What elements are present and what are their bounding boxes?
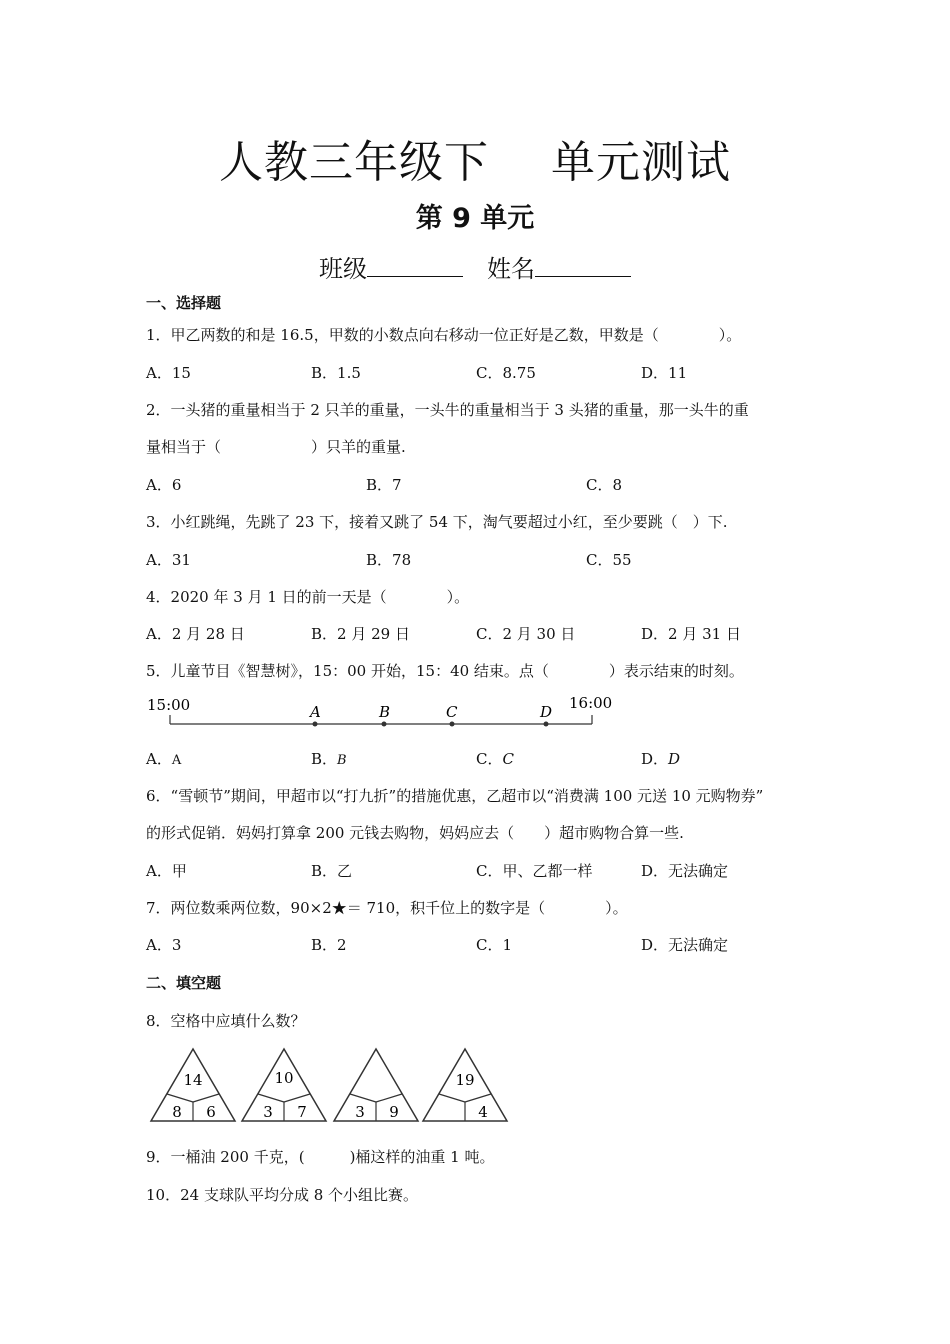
q5-option-b: B．B: [311, 750, 347, 768]
triangle-1-right: 6: [206, 1103, 216, 1121]
q7-option-a: A．3: [146, 936, 182, 954]
q6-option-b: B．乙: [311, 862, 353, 880]
question-9: 9．一桶油 200 千克，( )桶这样的油重 1 吨。: [146, 1148, 495, 1166]
q7-option-b: B．2: [311, 936, 347, 954]
q1-option-a: A．15: [146, 364, 191, 382]
timeline-point-d: [544, 722, 549, 727]
class-blank[interactable]: [367, 254, 463, 277]
section-choice-heading: 一、选择题: [146, 294, 222, 312]
q3-option-a: A．31: [146, 551, 191, 569]
q3-option-c: C．55: [586, 551, 632, 569]
timeline-point-c: [450, 722, 455, 727]
question-2-line2: 量相当于（ ）只羊的重量.: [146, 438, 406, 456]
triangle-2-left: 3: [263, 1103, 273, 1121]
timeline-label-b: B: [379, 703, 391, 721]
q6-option-d: D．无法确定: [641, 862, 729, 880]
triangle-3-right: 9: [389, 1103, 399, 1121]
triangle-1-top: 14: [183, 1071, 203, 1089]
q6-option-a: A．甲: [146, 862, 187, 880]
q7-option-d: D．无法确定: [641, 936, 729, 954]
timeline-point-b: [382, 722, 387, 727]
timeline-figure: [140, 690, 620, 736]
triangle-3: [334, 1049, 418, 1121]
question-5: 5．儿童节目《智慧树》，15：00 开始，15：40 结束。点（ ）表示结束的时刻。: [146, 662, 744, 680]
q1-option-b: B．1.5: [311, 364, 361, 382]
question-7: 7．两位数乘两位数，90×2★＝ 710，积千位上的数字是（ ）。: [146, 899, 628, 917]
unit-subtitle: 第 9 单元: [415, 203, 535, 234]
title-right: 单元测试: [551, 137, 731, 188]
page-title: [0, 126, 950, 190]
triangle-2-top: 10: [274, 1069, 294, 1087]
timeline-point-a: [313, 722, 318, 727]
question-3: 3．小红跳绳，先跳了 23 下，接着又跳了 54 下，淘气要超过小红，至少要跳（ ）下.: [146, 513, 728, 531]
triangle-1: [151, 1049, 235, 1121]
question-2-line1: 2．一头猪的重量相当于 2 只羊的重量，一头牛的重量相当于 3 头猪的重量，那一头牛的重: [146, 401, 749, 419]
name-blank[interactable]: [535, 254, 631, 277]
question-10: 10．24 支球队平均分成 8 个小组比赛。: [146, 1186, 419, 1204]
question-4: 4．2020 年 3 月 1 日的前一天是（ ）。: [146, 588, 470, 606]
q3-option-b: B．78: [366, 551, 412, 569]
triangle-3-left: 3: [355, 1103, 365, 1121]
triangle-4-right: 4: [478, 1103, 488, 1121]
q5-option-a: A．A: [146, 750, 182, 768]
triangle-4: [423, 1049, 507, 1121]
timeline-start-label: 15:00: [147, 696, 191, 714]
triangle-2-right: 7: [297, 1103, 307, 1121]
question-6-line2: 的形式促销．妈妈打算拿 200 元钱去购物，妈妈应去（ ）超市购物合算一些.: [146, 824, 684, 842]
q1-option-d: D．11: [641, 364, 688, 382]
triangle-puzzle-figure: [145, 1044, 515, 1126]
q4-option-c: C．2 月 30 日: [476, 625, 576, 643]
class-name-line: [0, 249, 950, 284]
q5-option-c: C．C: [476, 750, 514, 768]
q6-option-c: C．甲、乙都一样: [476, 862, 593, 880]
triangle-1-left: 8: [172, 1103, 182, 1121]
timeline-label-c: C: [446, 703, 458, 721]
q4-option-b: B．2 月 29 日: [311, 625, 410, 643]
question-8: 8．空格中应填什么数？: [146, 1012, 306, 1030]
section-fill-heading: 二、填空题: [146, 974, 222, 992]
q1-option-c: C．8.75: [476, 364, 536, 382]
q5-option-d: D．D: [641, 750, 681, 768]
q2-option-b: B．7: [366, 476, 402, 494]
title-left: 人教三年级下: [219, 137, 489, 188]
name-label: 姓名: [487, 255, 535, 283]
q4-option-d: D．2 月 31 日: [641, 625, 741, 643]
timeline-label-a: A: [310, 703, 321, 721]
triangle-2: [242, 1049, 326, 1121]
question-1: 1．甲乙两数的和是 16.5，甲数的小数点向右移动一位正好是乙数，甲数是（ ）。: [146, 326, 742, 344]
q4-option-a: A．2 月 28 日: [146, 625, 245, 643]
timeline-end-label: 16:00: [569, 694, 613, 712]
q2-option-c: C．8: [586, 476, 623, 494]
timeline-label-d: D: [540, 703, 553, 721]
q7-option-c: C．1: [476, 936, 513, 954]
triangle-4-top: 19: [455, 1071, 475, 1089]
q2-option-a: A．6: [146, 476, 182, 494]
class-label: 班级: [319, 255, 367, 283]
question-6-line1: 6．“雪顿节”期间，甲超市以“打九折”的措施优惠，乙超市以“消费满 100 元送 10 元购物券”: [146, 787, 764, 805]
